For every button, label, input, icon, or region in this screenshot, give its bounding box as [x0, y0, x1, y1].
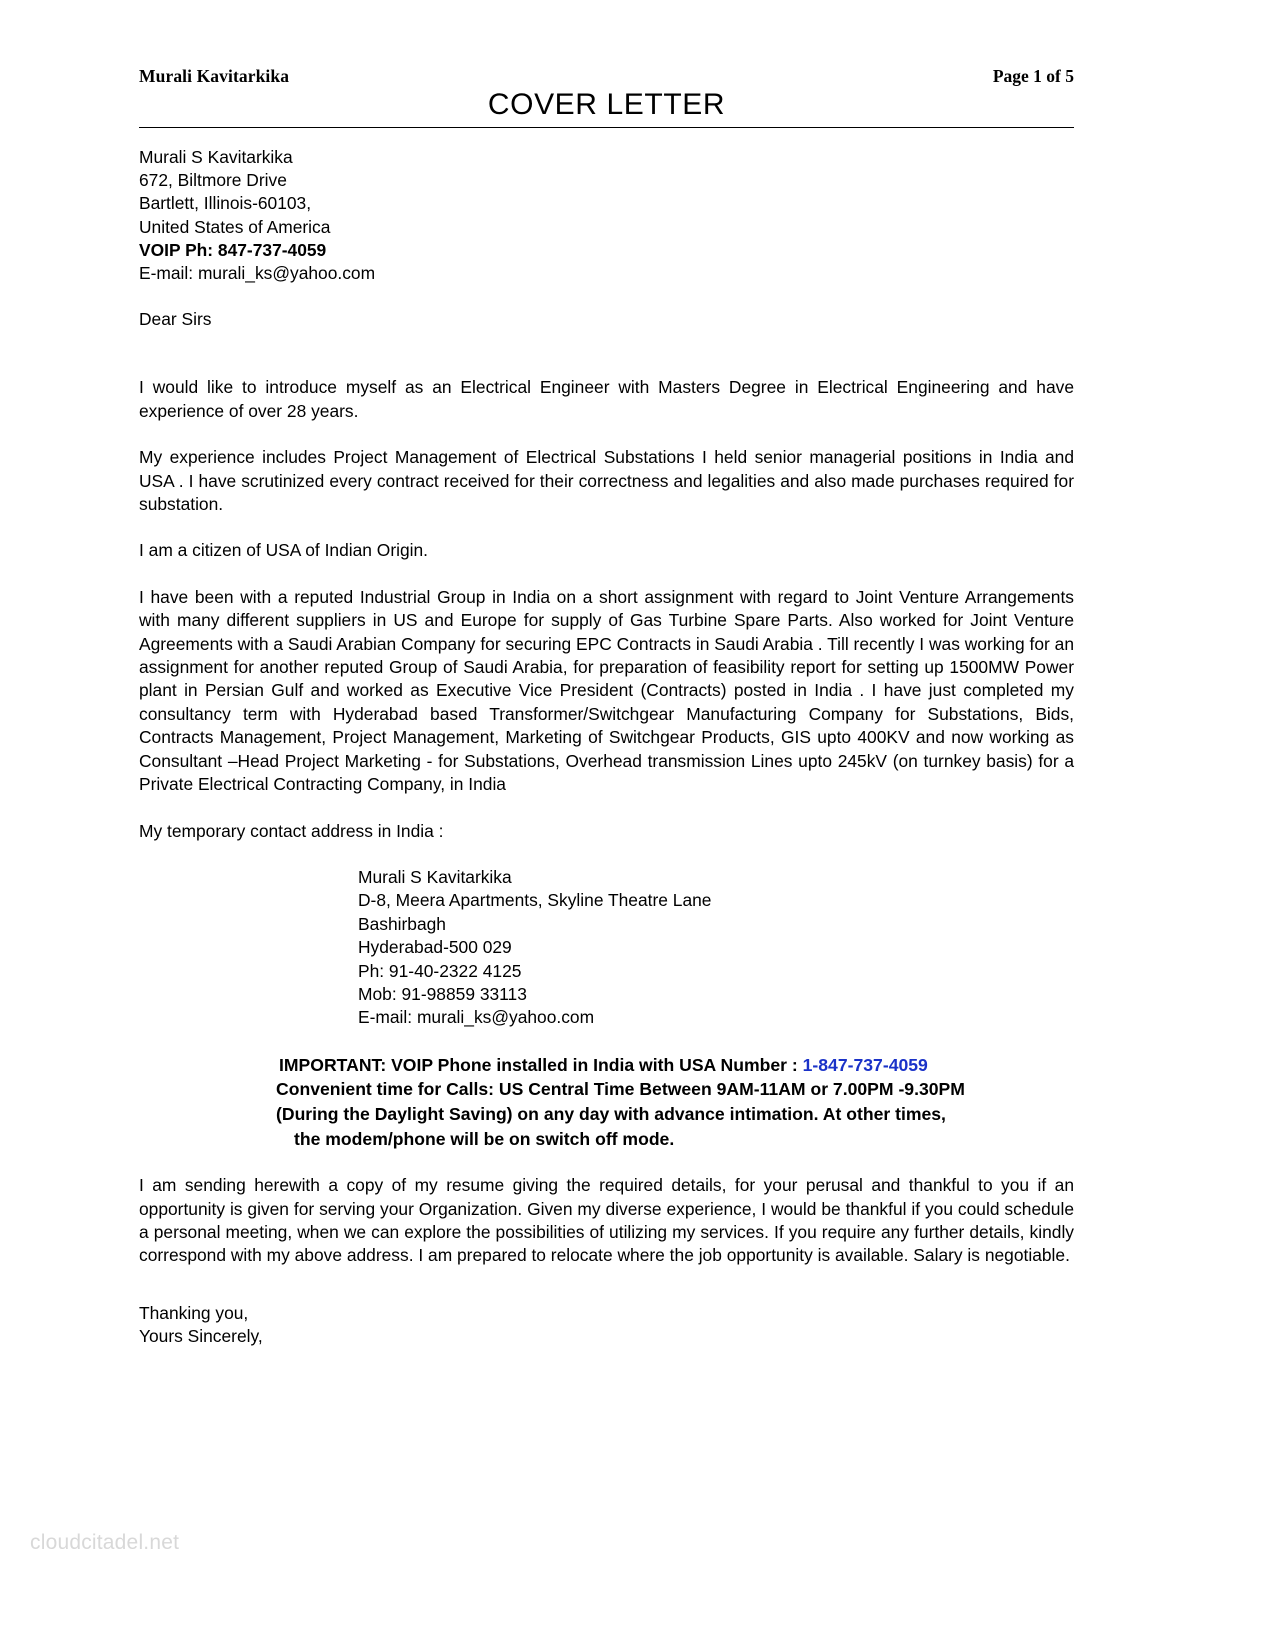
header-author-name: Murali Kavitarkika	[139, 66, 290, 86]
paragraph-intro: I would like to introduce myself as an Electrical Engineer with Masters Degree in Electrical Engineering and have experience of over 28 years.	[139, 377, 1074, 421]
paragraph-citizenship: I am a citizen of USA of Indian Origin.	[139, 540, 429, 561]
sender-name: Murali S Kavitarkika	[139, 147, 293, 167]
spacer	[139, 1291, 1074, 1302]
spacer	[139, 797, 1074, 820]
paragraph-closing-request: I am sending herewith a copy of my resume giving the required details, for your perusal and thankful to you if an opportunity is given for serving your Organization. Given my diverse experience, I would be thankful if you could schedule a personal meeting, when we can explore the possibilities of utilizing my services. If you require any further details, kindly correspond with my above address. I am prepared to relocate where the job opportunity is available. Salary is negotiable.	[139, 1175, 1074, 1266]
sender-voip-phone: VOIP Ph: 847-737-4059	[139, 239, 327, 260]
sender-city-state-zip: Bartlett, Illinois-60103,	[139, 193, 312, 214]
paragraph-detailed-experience: I have been with a reputed Industrial Group in India on a short assignment with regard to Joint Venture Arrangements with many different suppliers in US and Europe for supply of Gas Turbine Spare Parts. Also worked for Joint Venture Agreements with a Saudi Arabian Company for securing EPC Contracts in Saudi Arabia . Till recently I was working for an assignment for another reputed Group of Saudi Arabia, for preparation of feasibility report for setting up 1500MW Power plant in Persian Gulf and worked as Executive Vice President (Contracts) posted in India . I have just completed my consultancy term with Hyderabad based Transformer/Switchgear Manufacturing Company for Substations, Bids, Contracts Management, Project Management, Marketing of Switchgear Products, GIS upto 400KV and now working as Consultant –Head Project Marketing - for Substations, Overhead transmission Lines upto 245kV (on turnkey basis) for a Private Electrical Contracting Company, in India	[139, 586, 1074, 795]
paragraph-india-contact-intro: My temporary contact address in India :	[139, 820, 444, 841]
sender-country: United States of America	[139, 216, 331, 237]
paragraph-experience: My experience includes Project Management of Electrical Substations I held senior managerial positions in India and USA . I have scrutinized every contract received for their correctness and legalities and also made purchases required for substation.	[139, 447, 1074, 515]
spacer	[139, 1030, 1074, 1053]
india-mobile: Mob: 91-98859 33113	[358, 983, 527, 1004]
spacer	[139, 516, 1074, 539]
closing-sincerely: Yours Sincerely,	[139, 1326, 263, 1347]
spacer	[139, 843, 1074, 866]
important-notice-line-4: the modem/phone will be on switch off mode.	[294, 1128, 675, 1149]
india-address-block	[358, 866, 1074, 1030]
spacer	[139, 331, 1074, 365]
india-area: Bashirbagh	[358, 913, 446, 934]
important-notice-line-3: (During the Daylight Saving) on any day with advance intimation. At other times,	[276, 1103, 946, 1124]
spacer	[139, 423, 1074, 446]
important-notice-line-2: Convenient time for Calls: US Central Time Between 9AM-11AM or 7.00PM -9.30PM	[276, 1079, 965, 1100]
sender-email: E-mail: murali_ks@yahoo.com	[139, 263, 376, 284]
page-title: COVER LETTER	[487, 88, 726, 121]
document-header	[139, 66, 1074, 124]
sender-address-block	[139, 146, 1074, 285]
page-content	[139, 66, 1074, 1349]
spacer	[139, 1268, 1074, 1291]
important-notice-block	[276, 1053, 1074, 1151]
spacer	[139, 563, 1074, 586]
header-divider	[139, 127, 1074, 128]
closing-thanks: Thanking you,	[139, 1302, 249, 1323]
header-page-number: Page 1 of 5	[992, 66, 1074, 86]
india-phone: Ph: 91-40-2322 4125	[358, 960, 522, 981]
important-notice-line-1	[279, 1053, 1074, 1078]
spacer	[139, 285, 1074, 308]
india-name: Murali S Kavitarkika	[358, 866, 512, 887]
india-street: D-8, Meera Apartments, Skyline Theatre Lane	[358, 890, 712, 911]
important-notice-prefix: IMPORTANT: VOIP Phone installed in India with USA Number :	[279, 1054, 803, 1075]
spacer	[139, 1151, 1074, 1174]
sender-street: 672, Biltmore Drive	[139, 170, 287, 191]
important-notice-usa-number: 1-847-737-4059	[802, 1054, 928, 1075]
spacer	[139, 365, 1074, 376]
india-city-zip: Hyderabad-500 029	[358, 937, 512, 958]
salutation: Dear Sirs	[139, 309, 212, 330]
india-email: E-mail: murali_ks@yahoo.com	[358, 1007, 595, 1028]
watermark: cloudcitadel.net	[30, 1531, 180, 1554]
letter-body	[139, 124, 1074, 1349]
